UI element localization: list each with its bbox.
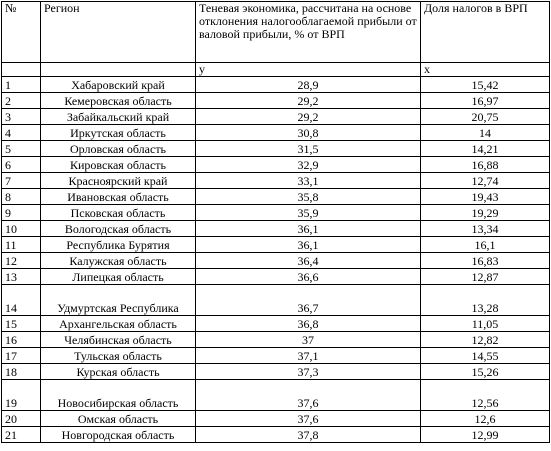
row-region: Псковская область bbox=[41, 205, 196, 221]
row-shadow-value: 33,1 bbox=[196, 173, 421, 189]
row-region: Иркутская область bbox=[41, 125, 196, 141]
letter-x: x bbox=[421, 63, 550, 77]
table-row bbox=[2, 125, 550, 141]
row-shadow-value: 32,9 bbox=[196, 157, 421, 173]
row-number: 18 bbox=[2, 364, 41, 380]
letter-number bbox=[2, 63, 41, 77]
header-tax-share: Доля налогов в ВРП bbox=[421, 2, 550, 63]
row-shadow-value: 30,8 bbox=[196, 125, 421, 141]
row-region: Хабаровский край bbox=[41, 77, 196, 93]
row-shadow-value: 37,6 bbox=[196, 380, 421, 411]
table-row bbox=[2, 427, 550, 443]
row-shadow-value: 37,8 bbox=[196, 427, 421, 443]
row-region: Ивановская область bbox=[41, 189, 196, 205]
row-region: Красноярский край bbox=[41, 173, 196, 189]
row-region: Вологодская область bbox=[41, 221, 196, 237]
row-region: Удмуртская Республика bbox=[41, 285, 196, 316]
row-tax-value: 11,05 bbox=[421, 316, 550, 332]
row-shadow-value: 36,7 bbox=[196, 285, 421, 316]
row-number: 4 bbox=[2, 125, 41, 141]
table-row bbox=[2, 93, 550, 109]
row-tax-value: 14,21 bbox=[421, 141, 550, 157]
regions-table bbox=[1, 1, 550, 443]
row-shadow-value: 36,6 bbox=[196, 269, 421, 285]
header-number: № bbox=[2, 2, 41, 63]
row-shadow-value: 36,1 bbox=[196, 221, 421, 237]
row-region: Калужская область bbox=[41, 253, 196, 269]
row-region: Орловская область bbox=[41, 141, 196, 157]
row-number: 8 bbox=[2, 189, 41, 205]
row-number: 11 bbox=[2, 237, 41, 253]
row-tax-value: 13,28 bbox=[421, 285, 550, 316]
row-shadow-value: 35,9 bbox=[196, 205, 421, 221]
row-tax-value: 13,34 bbox=[421, 221, 550, 237]
row-region: Кемеровская область bbox=[41, 93, 196, 109]
row-shadow-value: 36,8 bbox=[196, 316, 421, 332]
header-region: Регион bbox=[41, 2, 196, 63]
table-row bbox=[2, 348, 550, 364]
variable-letters-row bbox=[2, 63, 550, 77]
row-number: 13 bbox=[2, 269, 41, 285]
row-tax-value: 15,26 bbox=[421, 364, 550, 380]
row-number: 7 bbox=[2, 173, 41, 189]
table-row bbox=[2, 157, 550, 173]
row-tax-value: 16,88 bbox=[421, 157, 550, 173]
row-tax-value: 12,99 bbox=[421, 427, 550, 443]
row-tax-value: 12,74 bbox=[421, 173, 550, 189]
row-tax-value: 20,75 bbox=[421, 109, 550, 125]
letter-y: y bbox=[196, 63, 421, 77]
row-number: 16 bbox=[2, 332, 41, 348]
row-number: 14 bbox=[2, 285, 41, 316]
row-number: 20 bbox=[2, 411, 41, 427]
row-shadow-value: 29,2 bbox=[196, 109, 421, 125]
row-tax-value: 19,43 bbox=[421, 189, 550, 205]
row-tax-value: 14 bbox=[421, 125, 550, 141]
table-row bbox=[2, 269, 550, 285]
table-row bbox=[2, 364, 550, 380]
table-row bbox=[2, 77, 550, 93]
table-row bbox=[2, 221, 550, 237]
row-shadow-value: 37 bbox=[196, 332, 421, 348]
table-row bbox=[2, 332, 550, 348]
table-row bbox=[2, 237, 550, 253]
table-header-row bbox=[2, 2, 550, 63]
row-number: 3 bbox=[2, 109, 41, 125]
row-region: Забайкальский край bbox=[41, 109, 196, 125]
row-region: Омская область bbox=[41, 411, 196, 427]
table-row bbox=[2, 316, 550, 332]
row-tax-value: 16,83 bbox=[421, 253, 550, 269]
row-shadow-value: 36,4 bbox=[196, 253, 421, 269]
row-region: Новосибирская область bbox=[41, 380, 196, 411]
row-number: 1 bbox=[2, 77, 41, 93]
row-region: Липецкая область bbox=[41, 269, 196, 285]
row-region: Республика Бурятия bbox=[41, 237, 196, 253]
row-number: 9 bbox=[2, 205, 41, 221]
row-number: 17 bbox=[2, 348, 41, 364]
row-tax-value: 16,1 bbox=[421, 237, 550, 253]
row-number: 6 bbox=[2, 157, 41, 173]
row-region: Челябинская область bbox=[41, 332, 196, 348]
row-region: Тульская область bbox=[41, 348, 196, 364]
table-row bbox=[2, 285, 550, 316]
row-region: Новгородская область bbox=[41, 427, 196, 443]
row-shadow-value: 29,2 bbox=[196, 93, 421, 109]
table-row bbox=[2, 109, 550, 125]
row-region: Курская область bbox=[41, 364, 196, 380]
row-shadow-value: 31,5 bbox=[196, 141, 421, 157]
row-tax-value: 19,29 bbox=[421, 205, 550, 221]
row-number: 15 bbox=[2, 316, 41, 332]
row-tax-value: 16,97 bbox=[421, 93, 550, 109]
row-shadow-value: 37,3 bbox=[196, 364, 421, 380]
row-region: Архангельская область bbox=[41, 316, 196, 332]
header-shadow-economy: Теневая экономика, рассчитана на основе отклонения налогооблагаемой прибыли от валовой прибыли, % от ВРП bbox=[196, 2, 421, 63]
table-row bbox=[2, 141, 550, 157]
row-tax-value: 14,55 bbox=[421, 348, 550, 364]
row-number: 19 bbox=[2, 380, 41, 411]
row-number: 12 bbox=[2, 253, 41, 269]
table-row bbox=[2, 205, 550, 221]
row-region: Кировская область bbox=[41, 157, 196, 173]
table-row bbox=[2, 189, 550, 205]
row-tax-value: 15,42 bbox=[421, 77, 550, 93]
row-tax-value: 12,6 bbox=[421, 411, 550, 427]
table-row bbox=[2, 173, 550, 189]
row-number: 2 bbox=[2, 93, 41, 109]
row-shadow-value: 37,1 bbox=[196, 348, 421, 364]
table-row bbox=[2, 411, 550, 427]
row-shadow-value: 35,8 bbox=[196, 189, 421, 205]
row-tax-value: 12,87 bbox=[421, 269, 550, 285]
row-number: 10 bbox=[2, 221, 41, 237]
table-row bbox=[2, 380, 550, 411]
row-number: 5 bbox=[2, 141, 41, 157]
row-shadow-value: 28,9 bbox=[196, 77, 421, 93]
row-shadow-value: 37,6 bbox=[196, 411, 421, 427]
letter-region bbox=[41, 63, 196, 77]
row-shadow-value: 36,1 bbox=[196, 237, 421, 253]
row-number: 21 bbox=[2, 427, 41, 443]
row-tax-value: 12,82 bbox=[421, 332, 550, 348]
row-tax-value: 12,56 bbox=[421, 380, 550, 411]
table-row bbox=[2, 253, 550, 269]
